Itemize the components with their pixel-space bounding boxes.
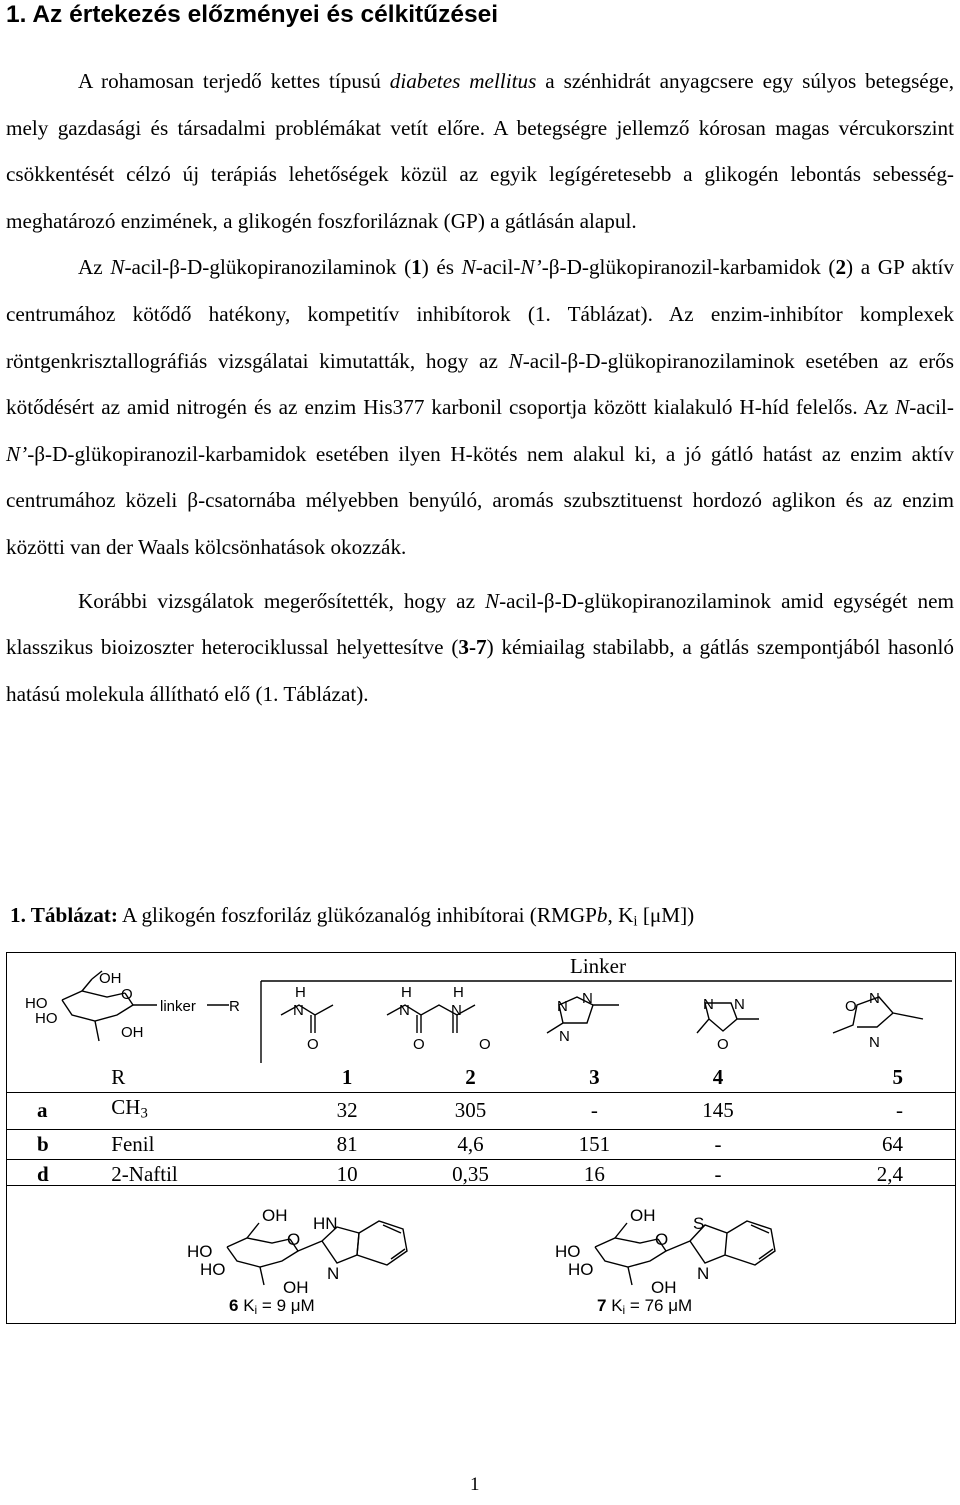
cell: 64 [780,1129,955,1159]
s-label: S [693,1214,705,1233]
ki-table [7,1063,955,1189]
atom-n: N [451,1002,462,1019]
caption-text: A glikogén foszforiláz glükózanalóg inhibítorai (RMGP [117,903,597,927]
atom-o: O [717,1036,729,1053]
hn-label: HN [313,1214,338,1233]
italic-n-prime: N’ [520,255,542,280]
table-row [7,1129,955,1159]
italic-n-prime: N’ [6,441,28,466]
scheme-header-structures [7,953,955,1063]
page-number: 1 [470,1474,480,1495]
atom-n: N [869,990,880,1007]
r-text: 2-Naftil [111,1161,178,1186]
small-caps-d: D [186,255,203,280]
caption-text: [μM]) [637,903,695,927]
text: ) kémiailag stabilabb, a gátlás szempontjából hasonló hatású molekula állítható elő (1. Táblázat). [6,635,954,706]
cell: 32 [286,1093,409,1130]
paragraph-3 [6,578,954,718]
atom-n: N [734,996,745,1013]
oh-label: OH [262,1206,288,1225]
cell: 2,4 [876,1161,903,1186]
header-r: R [111,1063,286,1093]
compound-number: 6 [229,1296,239,1315]
sugar-ho: HO [35,1010,58,1027]
cell: 305 [408,1093,532,1130]
o-label: O [655,1230,669,1249]
row-id: a [7,1093,111,1130]
italic-term: diabetes mellitus [389,69,537,93]
atom-n: N [293,1002,304,1019]
atom-h: H [453,984,464,1001]
atom-o: O [845,998,857,1015]
text: ) a GP aktív centrumához kötődő hatékony, kompetitív inhibítorok (1. Táblázat). Az enzim-inhibítor komplexek röntgenkrisztallográfiás vizsgálatai kimutatták, hogy az [6,255,954,373]
r-group: R [229,998,240,1015]
compound-6-ki [229,1296,315,1317]
sugar-oh-bottom: OH [121,1024,144,1041]
header-col-4: 4 [656,1063,780,1093]
text: -glükopiranozil-karbamidok esetében ilyen H-kötés nem alakul ki, a jó gátló hatást az enzim aktív centrumához közeli β-csatornába mélyebben benyúló, aromás szubsztituenst hordozó aglikon és az enzim közötti van der Waals kölcsönhatások okozzák. [6,441,954,559]
text: -β- [541,255,567,280]
header-col-5: 5 [780,1063,955,1093]
sugar-oh-top: OH [99,970,122,987]
o-label: O [287,1230,301,1249]
text: -acil-β- [124,255,187,280]
text: Az [78,255,111,280]
italic-n: N [895,395,910,420]
atom-o: O [479,1036,491,1053]
n-label: N [327,1264,340,1283]
linker-title: Linker [570,954,626,978]
small-caps-d: D [52,441,68,466]
r-text: Fenil [111,1131,155,1156]
text: -acil- [909,395,954,420]
inhibitor-table [6,952,956,1324]
sugar-ho: HO [25,995,48,1012]
header-col-2: 2 [408,1063,532,1093]
cell: 10 [336,1161,358,1186]
compound-number: 7 [597,1296,607,1315]
cell: - [533,1093,657,1130]
compound-ref: 1 [411,255,422,280]
italic-n: N [110,255,125,280]
cell: 151 [533,1129,657,1159]
caption-text: , K [607,903,634,927]
r-text: CH [111,1095,141,1119]
oh-label: OH [651,1278,677,1297]
atom-n: N [559,1028,570,1045]
ho-label: HO [187,1242,213,1261]
compound-structures [7,1193,955,1323]
ki-value: = 76 μM [625,1296,693,1315]
ho-label: HO [568,1260,594,1279]
atom-n: N [557,998,568,1015]
oh-label: OH [630,1206,656,1225]
cell: 145 [656,1093,780,1130]
atom-h: H [295,984,306,1001]
header-empty [7,1063,111,1093]
caption-label: 1. Táblázat: [10,903,118,927]
atom-o: O [307,1036,319,1053]
cell: 81 [286,1129,409,1159]
cell: - [656,1129,780,1159]
cell: - [780,1093,955,1130]
cell: - [714,1161,722,1186]
text: A rohamosan terjedő kettes típusú [78,69,390,93]
k-subscript: i [622,1302,626,1317]
table-header-row [7,1063,955,1093]
text: ) és [421,255,462,280]
row-id: d [37,1161,49,1186]
text: -glükopiranozil-karbamidok ( [581,255,836,280]
cell: 0,35 [452,1161,489,1186]
small-caps-d: D [585,348,601,373]
atom-h: H [401,984,412,1001]
ki-value: = 9 μM [257,1296,315,1315]
ring-oxygen: O [121,986,133,1003]
paragraph-2 [6,244,954,570]
compound-7-ki [597,1296,692,1317]
paragraph-1 [6,58,954,244]
row-r [111,1093,286,1130]
text: -glükopiranozilaminok esetében az erős kötődésért az amid nitrogén és az enzim His377 karbonil csoportja között kialakuló H-híd felelős. Az [6,348,955,420]
header-col-1: 1 [286,1063,409,1093]
r-subscript: 3 [140,1105,148,1122]
caption-subscript: i [633,913,638,930]
k-symbol: K [611,1296,623,1315]
text: -acil- [475,255,521,280]
k-subscript: i [254,1302,258,1317]
cell: 16 [583,1161,605,1186]
row-r [111,1129,286,1159]
n-label: N [697,1264,710,1283]
italic-n: N [484,588,500,613]
body-text [6,58,954,717]
text: -glükopiranozilaminok amid egységét nem klasszikus bioizoszter heterociklussal helyettesítve ( [6,588,954,660]
compound-ref: 3-7 [458,635,487,660]
small-caps-d: D [561,588,577,613]
linker-word: linker [160,998,196,1015]
small-caps-d: D [566,255,582,280]
section-heading: 1. Az értekezés előzményei és célkitűzései [6,1,499,28]
italic-n: N [508,348,523,373]
table-row [7,1093,955,1130]
atom-n: N [399,1002,410,1019]
atom-o: O [413,1036,425,1053]
header-col-3: 3 [533,1063,657,1093]
text: -acil-β- [522,348,586,373]
text: a szénhidrát anyagcsere egy súlyos betegsége, mely gazdasági és társadalmi problémákat vetít előre. A betegségre jellemző kórosan magas vércukorszint csökkentését célzó új terápiás lehetőségek közül az egyik legígéretesebb a glikogén lebontás sebesség-meghatározó enzimének, a glikogén foszforiláznak (GP) a gátlásán alapul. [6,69,955,233]
cell: 4,6 [408,1129,532,1159]
row-id: b [7,1129,111,1159]
text: -acil-β- [499,588,562,613]
ho-label: HO [555,1242,581,1261]
k-symbol: K [243,1296,255,1315]
table-caption [10,903,694,931]
atom-n: N [703,996,714,1013]
atom-n: N [582,990,593,1007]
text: -glükopiranozilaminok ( [202,255,412,280]
atom-n: N [869,1034,880,1051]
caption-italic: b [596,903,608,927]
text: -β- [27,441,53,466]
oh-label: OH [283,1278,309,1297]
compound-ref: 2 [835,255,847,280]
text: Korábbi vizsgálatok megerősítették, hogy az [78,588,485,613]
italic-n: N [461,255,476,280]
ho-label: HO [200,1260,226,1279]
table-bottom-rule [7,1185,955,1186]
